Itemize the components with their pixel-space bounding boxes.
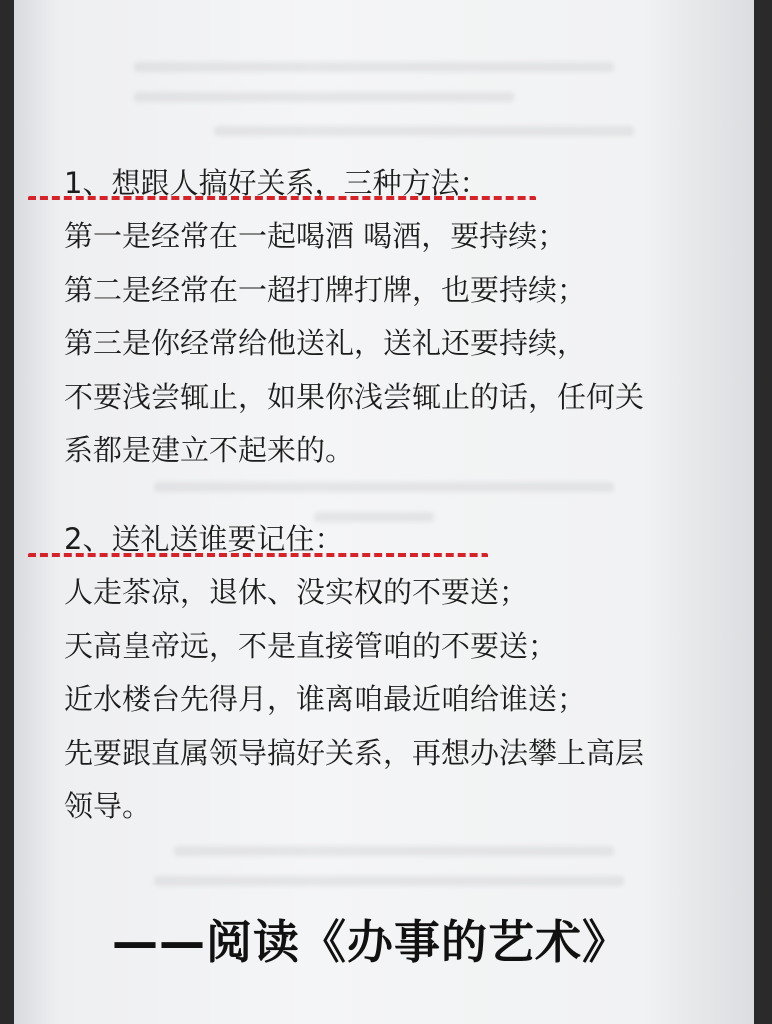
- text-line: 人走茶凉，退休、没实权的不要送；: [64, 575, 529, 609]
- section-heading: 1、想跟人搞好关系，三种方法：: [64, 166, 489, 200]
- heading-underline: [28, 553, 488, 562]
- source-attribution: ——阅读《办事的艺术》: [112, 915, 629, 969]
- text-line: 系都是建立不起来的。: [64, 433, 355, 467]
- text-line: 先要跟直属领导搞好关系，再想办法攀上高层: [64, 735, 645, 770]
- book-page: [14, 0, 754, 1024]
- heading-underline: [28, 196, 536, 205]
- text-line: 第二是经常在一超打牌打牌，也要持续；: [64, 272, 587, 307]
- text-line: 不要浅尝辄止，如果你浅尝辄止的话，任何关: [64, 379, 645, 414]
- text-line: 领导。: [64, 789, 152, 823]
- text-line: 第三是你经常给他送礼，送礼还要持续，: [64, 326, 587, 360]
- section-heading: 2、送礼送谁要记住：: [64, 522, 344, 556]
- text-line: 近水楼台先得月，谁离咱最近咱给谁送；: [64, 682, 587, 716]
- text-line: 第一是经常在一起喝酒 喝酒，要持续；: [64, 219, 567, 253]
- text-line: 天高皇帝远，不是直接管咱的不要送；: [64, 628, 558, 663]
